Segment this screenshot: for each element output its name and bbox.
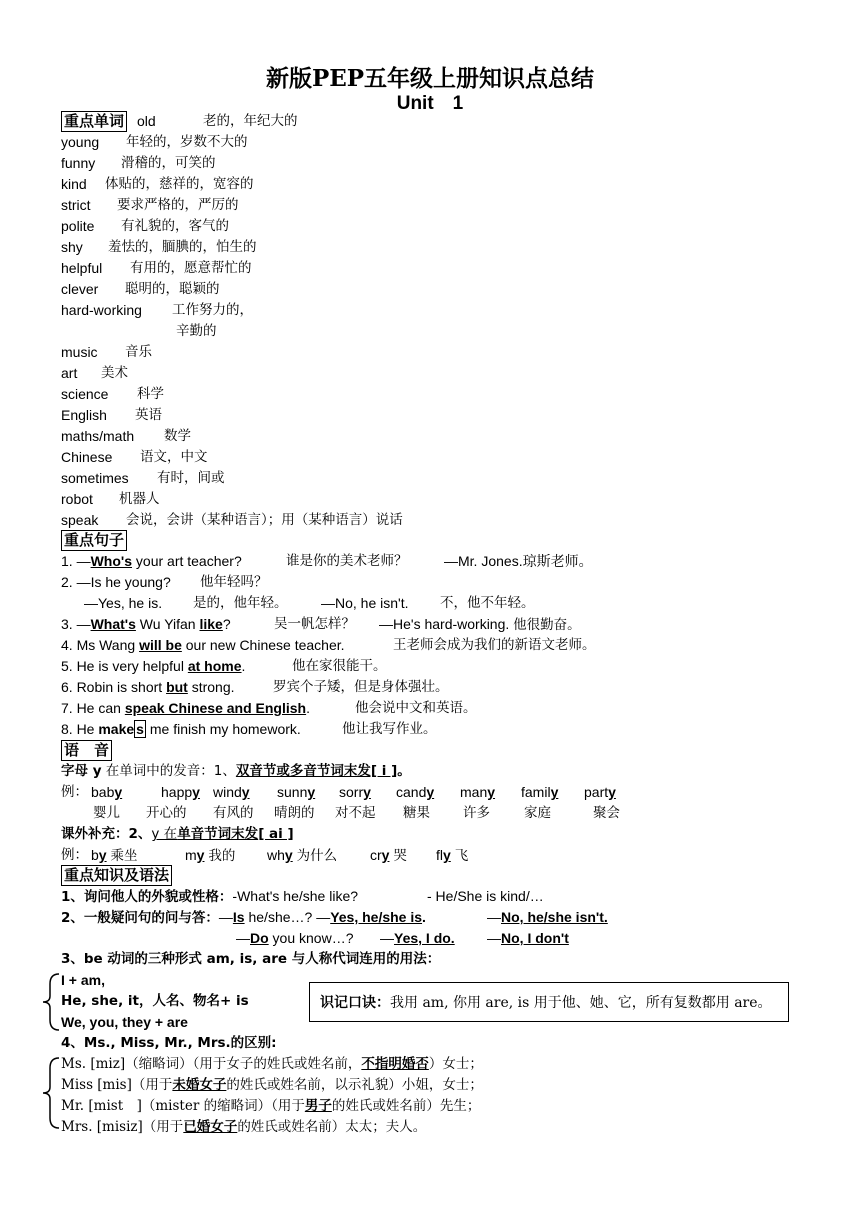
word-stem: bab <box>91 784 115 800</box>
vocab-cn: 滑稽的，可笑的 <box>121 155 216 171</box>
word-ending: y <box>98 847 107 863</box>
sentence-7 <box>61 698 310 719</box>
phonics-word <box>185 845 235 867</box>
sentence-key: What's <box>90 616 136 632</box>
grammar-key: No, he/she isn't. <box>501 909 608 925</box>
grammar-3: 3、be 动词的三种形式 am, is, are 与人称代词连用的用法： <box>61 951 441 967</box>
unit-heading: Unit 1 <box>396 93 464 114</box>
vocab-cn: 英语 <box>135 407 162 423</box>
sentence-text: 4. Ms Wang <box>61 637 140 653</box>
word-stem: cr <box>370 847 382 863</box>
vocab-cn: 数学 <box>164 428 191 444</box>
phonics-word-cn: 晴朗的 <box>274 805 315 821</box>
sentence-text: . <box>306 700 310 716</box>
word-ending: y <box>443 847 451 863</box>
grammar-1-answer: - He/She is kind/… <box>427 888 544 904</box>
sentence-3-cn: 吴一帆怎样？ <box>274 616 355 632</box>
sentence-6-cn: 罗宾个子矮，但是身体强壮。 <box>273 679 449 695</box>
grammar-heading: 2、一般疑问句的问与答： <box>61 910 219 926</box>
sentence-2-cn: 他年轻吗？ <box>200 574 268 590</box>
phonics-word <box>521 782 558 803</box>
title-row <box>61 1054 483 1075</box>
word-stem: famil <box>521 784 551 800</box>
sentence-key: at home <box>187 658 242 674</box>
phonics-word <box>213 782 250 803</box>
section-label-phonics: 语 音 <box>61 740 112 761</box>
vocab-en: speak <box>61 512 99 528</box>
sentence-2-no-cn: 不，他不年轻。 <box>440 595 535 611</box>
vocab-en: art <box>61 365 78 381</box>
word-cn: 乘坐 <box>110 848 138 864</box>
phonics-word-cn: 对不起 <box>335 805 376 821</box>
rule-text: 课外补充：2、 <box>61 826 152 842</box>
rule-key: 双音节或多音节词末发[ i ] <box>235 763 398 779</box>
vocab-en: robot <box>61 491 93 507</box>
vocab-cn: 辛勤的 <box>176 323 217 339</box>
rule-key: [ ai ] <box>258 826 294 842</box>
vocab-cn: 羞怯的，腼腆的，怕生的 <box>108 239 257 255</box>
vocab-cn: 科学 <box>137 386 164 402</box>
phonics-word-cn: 许多 <box>463 805 490 821</box>
memo-box <box>309 982 789 1022</box>
title-text: 的姓氏或姓名前，以示礼貌）小姐，女士； <box>226 1077 483 1093</box>
sentence-key: will be <box>139 637 182 653</box>
vocab-en: science <box>61 386 109 402</box>
sentence-text: me finish my homework. <box>145 721 301 737</box>
word-ending: y <box>550 784 559 800</box>
vocab-en: old <box>137 113 156 129</box>
title-row <box>61 1117 426 1138</box>
vocab-cn: 工作努力的， <box>172 302 253 318</box>
sentence-text: 8. He <box>61 721 99 737</box>
word-stem: fl <box>436 847 443 863</box>
word-cn: 我的 <box>208 848 236 864</box>
word-ending: y <box>192 784 200 800</box>
grammar-2b <box>236 928 354 949</box>
sentence-4-cn: 王老师会成为我们的新语文老师。 <box>393 637 596 653</box>
phonics-word <box>339 782 371 803</box>
word-ending: y <box>426 784 435 800</box>
phonics-word-cn: 开心的 <box>146 805 187 821</box>
word-ending: y <box>381 847 390 863</box>
vocab-en: funny <box>61 155 96 171</box>
grammar-key: No, I don't <box>501 930 569 946</box>
vocab-en: polite <box>61 218 95 234</box>
section-label-words: 重点单词 <box>61 111 127 132</box>
grammar-text: . <box>422 909 426 925</box>
grammar-text: — <box>380 930 394 946</box>
phonics-word <box>460 782 495 803</box>
sentence-2-no: —No, he isn't. <box>321 595 409 611</box>
rule-letter: y <box>92 763 102 779</box>
word-stem: wh <box>267 847 285 863</box>
title-text: ）女士； <box>428 1056 483 1072</box>
word-stem: man <box>460 784 488 800</box>
word-cn: 哭 <box>393 848 407 864</box>
phonics-word <box>91 845 137 867</box>
word-stem: cand <box>396 784 427 800</box>
vocab-en: clever <box>61 281 99 297</box>
phonics-word <box>584 782 616 803</box>
word-ending: y <box>196 847 205 863</box>
word-ending: y <box>241 784 250 800</box>
title-row <box>61 1096 480 1117</box>
brace-icon <box>40 1056 62 1130</box>
vocab-cn: 机器人 <box>119 491 160 507</box>
sentence-key: Who's <box>90 553 133 569</box>
vocab-en: strict <box>61 197 91 213</box>
sentence-text: ? <box>222 616 231 632</box>
be-form: He, she, it，人名、物名+ is <box>61 993 249 1009</box>
example-label: 例： <box>61 784 88 800</box>
title-key: 未婚女子 <box>172 1077 227 1093</box>
phonics-word-cn: 有风的 <box>213 805 254 821</box>
grammar-text: — <box>218 909 233 925</box>
word-stem: happ <box>161 784 193 800</box>
sentence-3-reply <box>379 614 581 636</box>
grammar-2-no <box>487 907 608 928</box>
grammar-2b-yes <box>380 928 455 949</box>
vocab-en: helpful <box>61 260 103 276</box>
sentence-text: 7. He can <box>61 700 125 716</box>
sentence-text: our new Chinese teacher. <box>181 637 345 653</box>
vocab-cn: 音乐 <box>125 344 152 360</box>
sentence-key: like <box>199 616 223 632</box>
sentence-text: strong. <box>187 679 235 695</box>
vocab-cn: 体贴的，慈祥的，宽容的 <box>105 176 254 192</box>
phonics-word <box>277 782 315 803</box>
sentence-text: 1. — <box>61 553 91 569</box>
word-cn: 飞 <box>454 848 469 864</box>
grammar-1 <box>61 886 358 908</box>
title-text: Mrs. [misiz]（用于 <box>61 1119 184 1135</box>
word-ending: y <box>114 784 123 800</box>
vocab-cn: 有用的，愿意帮忙的 <box>130 260 252 276</box>
sentence-6 <box>61 677 235 698</box>
vocab-en: English <box>61 407 107 423</box>
vocab-cn: 语文，中文 <box>140 449 208 465</box>
sentence-key: make <box>98 721 135 737</box>
title-text: 的姓氏或姓名前）先生； <box>331 1098 481 1114</box>
sentence-8 <box>61 719 301 740</box>
vocab-en: young <box>61 134 100 150</box>
vocab-en: music <box>61 344 98 360</box>
vocab-en: sometimes <box>61 470 129 486</box>
grammar-key: Do <box>250 930 269 946</box>
rule-text: 在单词中的发音：1、 <box>101 763 236 779</box>
sentence-text: 6. Robin is short <box>61 679 167 695</box>
phonics-word <box>370 845 407 867</box>
phonics-word <box>267 845 337 867</box>
sentence-key-suffix: s <box>136 721 144 737</box>
section-label-sentences: 重点句子 <box>61 530 127 551</box>
sentence-2-yes: —Yes, he is. <box>84 595 163 611</box>
phonics-rule-1 <box>61 761 411 782</box>
word-stem: sunn <box>277 784 308 800</box>
vocab-cn: 年轻的，岁数不大的 <box>126 134 248 150</box>
page-title: 新版PEP五年级上册知识点总结 <box>265 65 595 92</box>
phonics-word <box>396 782 434 803</box>
vocab-en: Chinese <box>61 449 113 465</box>
title-text: Ms. [miz]（缩略词）（用于女子的姓氏或姓名前， <box>61 1056 362 1072</box>
title-text: Mr. [mist ]（mister 的缩略词）（用于 <box>61 1098 305 1114</box>
sentence-text: —He's hard-working. <box>379 616 510 632</box>
grammar-text: -What's he/she like? <box>232 888 359 904</box>
word-ending: y <box>487 784 496 800</box>
grammar-text: — <box>487 930 501 946</box>
memo-label: 识记口诀： <box>320 995 390 1011</box>
vocab-cn: 美术 <box>101 365 128 381</box>
phonics-word-cn: 聚会 <box>593 805 620 821</box>
word-stem: b <box>91 847 99 863</box>
example-label: 例： <box>61 847 88 863</box>
word-ending: y <box>307 784 316 800</box>
sentence-1-reply: —Mr. Jones.琼斯老师。 <box>444 553 593 569</box>
vocab-cn: 要求严格的，严厉的 <box>117 197 239 213</box>
phonics-word-cn: 婴儿 <box>93 805 120 821</box>
sentence-5-cn: 他在家很能干。 <box>292 658 387 674</box>
title-key: 已婚女子 <box>183 1119 238 1135</box>
grammar-2 <box>61 907 426 929</box>
rule-text: 字母 <box>61 763 93 779</box>
sentence-7-cn: 他会说中文和英语。 <box>355 700 477 716</box>
word-ending: y <box>608 784 616 800</box>
sentence-8-cn: 他让我写作业。 <box>342 721 437 737</box>
brace-icon <box>40 972 62 1032</box>
vocab-cn: 老的，年纪大的 <box>203 113 298 129</box>
title-text: Miss [mis]（用于 <box>61 1077 173 1093</box>
sentence-text: your art teacher? <box>132 553 242 569</box>
sentence-text: Wu Yifan <box>135 616 200 632</box>
sentence-key: but <box>166 679 188 695</box>
word-cn: 为什么 <box>296 848 338 864</box>
word-stem: part <box>584 784 609 800</box>
word-ending: y <box>363 784 371 800</box>
grammar-2b-no <box>487 928 569 949</box>
rule-key: y 在 <box>151 826 178 842</box>
word-stem: m <box>185 847 197 863</box>
word-stem: wind <box>213 784 242 800</box>
sentence-2: 2. —Is he young? <box>61 574 171 590</box>
sentence-1 <box>61 551 242 572</box>
grammar-text: — <box>487 909 501 925</box>
vocab-en: hard-working <box>61 302 142 318</box>
be-form: I + am, <box>61 972 105 988</box>
word-ending: y <box>284 847 293 863</box>
vocab-en: maths/math <box>61 428 135 444</box>
sentence-5 <box>61 656 245 677</box>
grammar-key: Yes, I do. <box>394 930 455 946</box>
sentence-text: 3. — <box>61 616 91 632</box>
section-label-grammar: 重点知识及语法 <box>61 865 172 886</box>
vocab-cn: 聪明的，聪颖的 <box>125 281 220 297</box>
sentence-2-yes-cn: 是的，他年轻。 <box>193 595 288 611</box>
grammar-text: you know…? <box>268 930 354 946</box>
phonics-rule-2 <box>61 824 294 845</box>
grammar-heading: 1、询问他人的外貌或性格： <box>61 889 233 905</box>
sentence-key: speak Chinese and English <box>124 700 307 716</box>
grammar-text: he/she…? <box>244 909 313 925</box>
rule-key: 单音节词末发 <box>177 826 259 842</box>
vocab-cn: 会说，会讲（某种语言）；用（某种语言）说话 <box>126 512 403 528</box>
sentence-cn: 他很勤奋。 <box>513 617 581 633</box>
grammar-key: Yes, he/she is <box>330 909 423 925</box>
phonics-word <box>91 782 122 803</box>
vocab-cn: 有礼貌的，客气的 <box>121 218 229 234</box>
grammar-text: — <box>316 909 331 925</box>
title-key: 男子 <box>304 1098 332 1114</box>
sentence-4 <box>61 635 345 656</box>
title-key: 不指明婚否 <box>361 1056 429 1072</box>
sentence-1-cn: 谁是你的美术老师？ <box>286 553 408 569</box>
phonics-word <box>436 845 468 867</box>
title-text: 的姓氏或姓名前）太太；夫人。 <box>237 1119 427 1135</box>
phonics-word-cn: 家庭 <box>524 805 551 821</box>
sentence-text: . <box>241 658 246 674</box>
sentence-text: 5. He is very helpful <box>61 658 188 674</box>
phonics-word <box>161 782 200 803</box>
vocab-en: kind <box>61 176 87 192</box>
memo-text: 我用 am, 你用 are, is 用于他、她、它，所有复数都用 are。 <box>390 995 772 1011</box>
grammar-4: 4、Ms., Miss, Mr., Mrs.的区别: <box>61 1035 277 1051</box>
title-row <box>61 1075 483 1096</box>
grammar-text: — <box>236 930 250 946</box>
vocab-cn: 有时，间或 <box>157 470 225 486</box>
phonics-word-cn: 糖果 <box>403 805 430 821</box>
grammar-key: Is <box>232 909 245 925</box>
sentence-3 <box>61 614 231 635</box>
vocab-en: shy <box>61 239 83 255</box>
word-stem: sorr <box>339 784 364 800</box>
be-form: We, you, they + are <box>61 1014 188 1030</box>
rule-text: 。 <box>397 763 411 779</box>
